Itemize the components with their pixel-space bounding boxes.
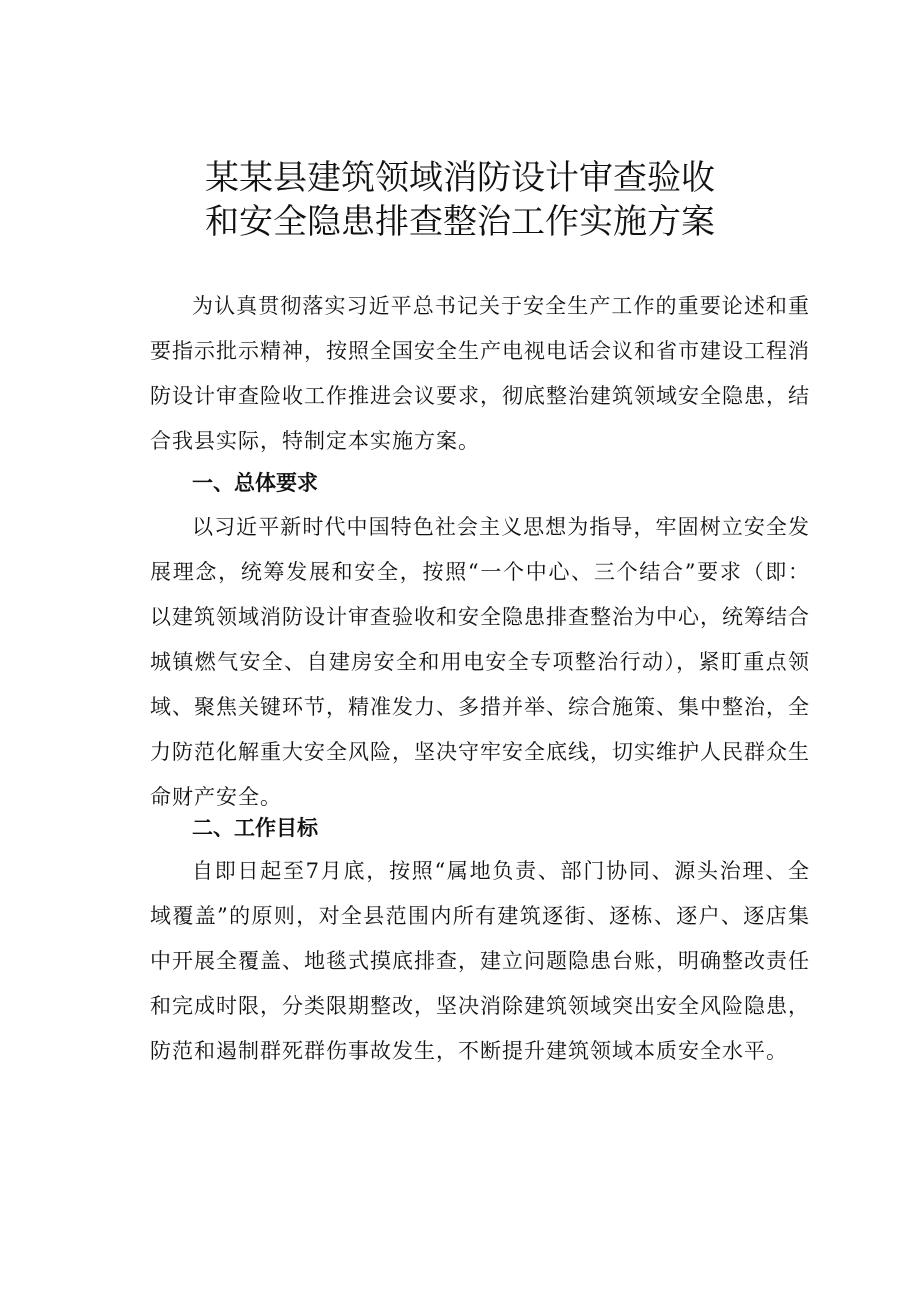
work-goals-paragraph: 自即日起至7月底，按照“属地负责、部门协同、源头治理、全域覆盖”的原则，对全县范围内所有建筑逐街、逐栋、逐户、逐店集中开展全覆盖、地毯式摸底排查，建立问题隐患台账，明确整改责任和完成时限，分类限期整改，坚决消除建筑领域突出安全风险隐患，防范和遏制群死群伤事故发生，不断提升建筑领域本质安全水平。 bbox=[150, 859, 810, 1063]
general-requirements-paragraph: 以习近平新时代中国特色社会主义思想为指导，牢固树立安全发展理念，统筹发展和安全，按照“一个中心、三个结合”要求（即：以建筑领域消防设计审查验收和安全隐患排查整治为中心，统筹结合城镇燃气安全、自建房安全和用电安全专项整治行动），紧盯重点领域、聚焦关键环节，精准发力、多措并举、综合施策、集中整治，全力防范化解重大安全风险，坚决守牢安全底线，切实维护人民群众生命财产安全。 bbox=[150, 515, 810, 809]
intro-paragraph: 为认真贯彻落实习近平总书记关于安全生产工作的重要论述和重要指示批示精神，按照全国安全生产电视电话会议和省市建设工程消防设计审查险收工作推进会议要求，彻底整治建筑领域安全隐患，结合我县实际，特制定本实施方案。 bbox=[150, 294, 810, 453]
document-title-line-2: 和安全隐患排查整治工作实施方案 bbox=[205, 202, 715, 242]
document-title-line-1: 某某县建筑领域消防设计审查验收 bbox=[205, 158, 715, 198]
section-heading-work-goals: 二、工作目标 bbox=[192, 816, 318, 840]
section-heading-general-requirements: 一、总体要求 bbox=[192, 471, 318, 495]
